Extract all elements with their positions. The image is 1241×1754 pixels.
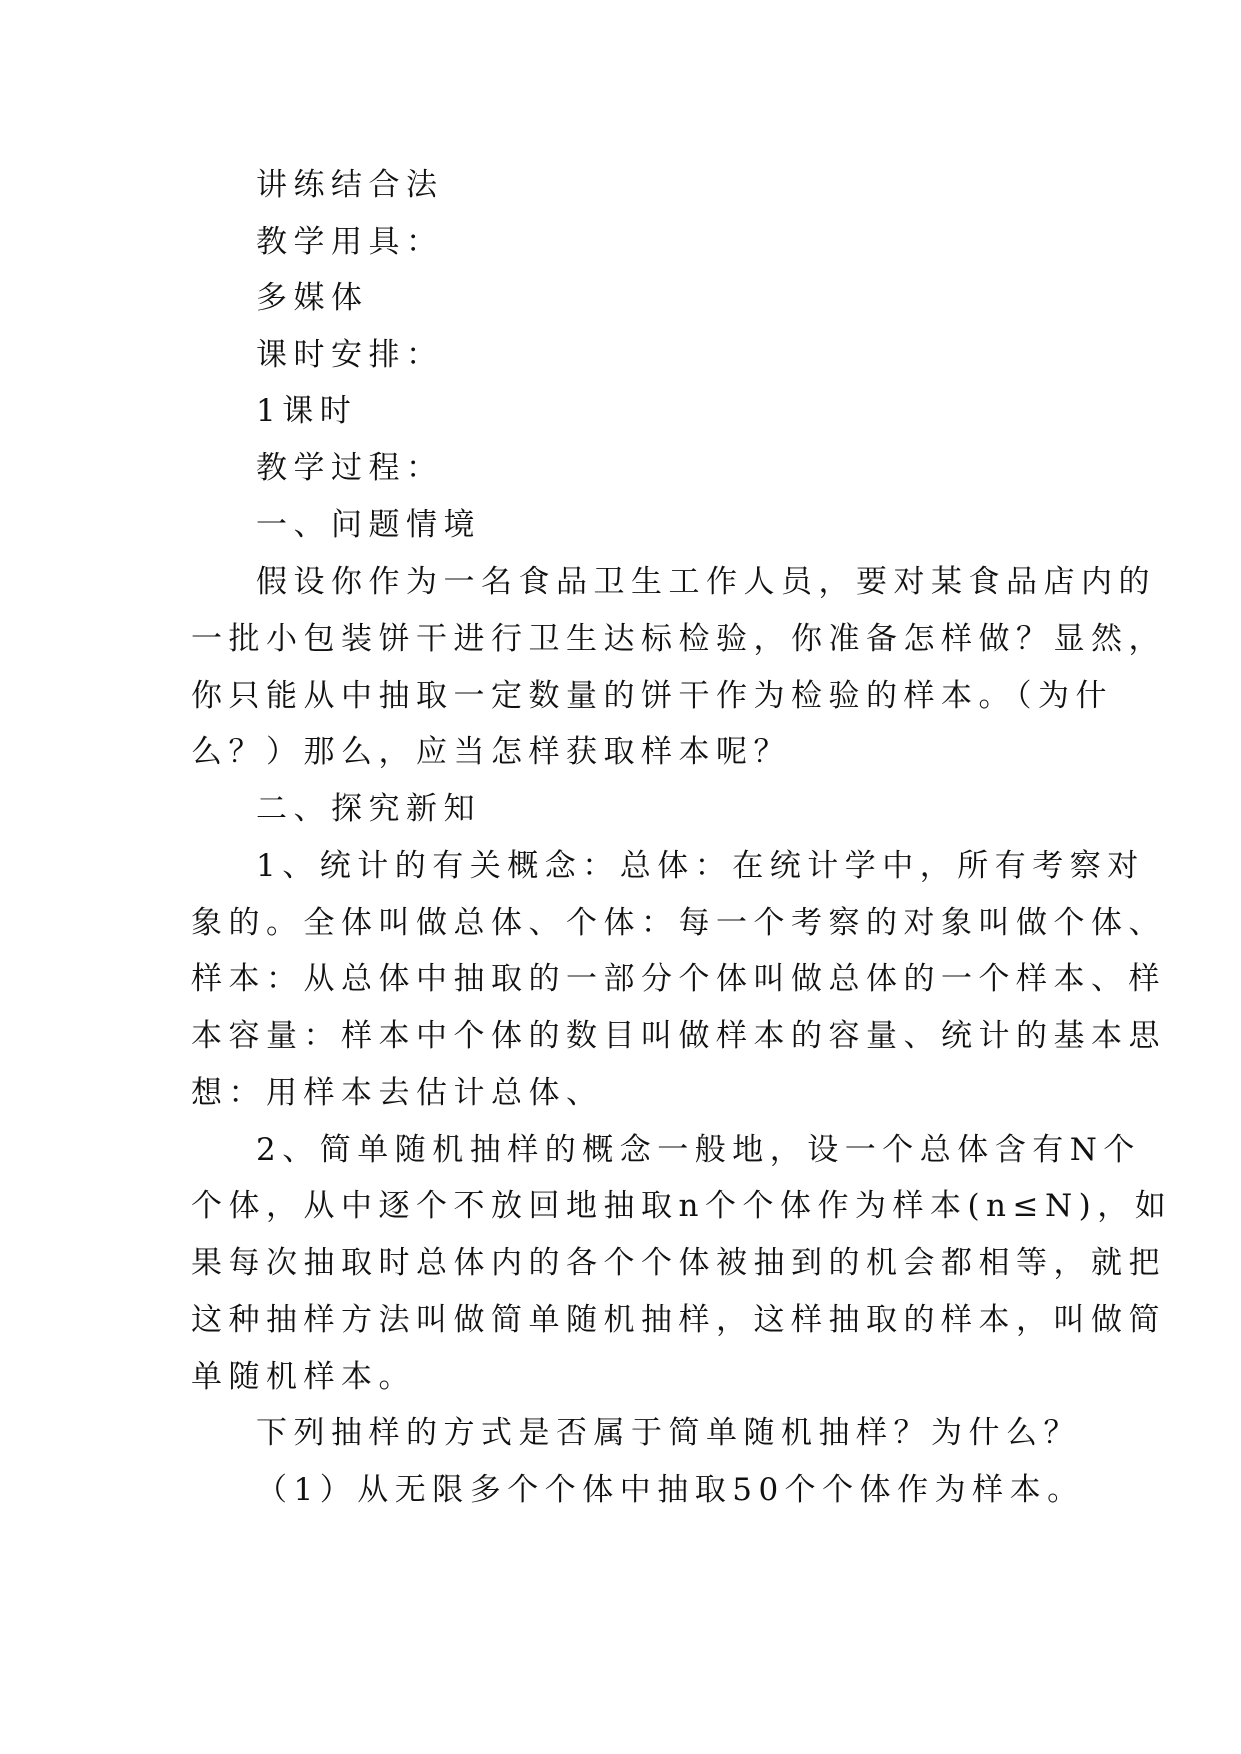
paragraph-line: 2、简单随机抽样的概念一般地，设一个总体含有N个: [256, 1132, 1141, 1168]
paragraph-line: 样本：从总体中抽取的一部分个体叫做总体的一个样本、样: [191, 961, 1166, 997]
paragraph-line: 象的。全体叫做总体、个体：每一个考察的对象叫做个体、: [191, 905, 1166, 941]
paragraph-line: 想：用样本去估计总体、: [191, 1075, 604, 1111]
paragraph-line: 这种抽样方法叫做简单随机抽样，这样抽取的样本，叫做简: [191, 1302, 1166, 1338]
section-heading-problem: 一、问题情境: [256, 507, 481, 543]
question-line: 下列抽样的方式是否属于简单随机抽样？为什么？: [256, 1415, 1081, 1451]
text-line-teaching-tools-label: 教学用具：: [256, 224, 444, 260]
paragraph-line: 本容量：样本中个体的数目叫做样本的容量、统计的基本思: [191, 1018, 1166, 1054]
paragraph-line: 个体，从中逐个不放回地抽取n个个体作为样本(n≤N)，如: [191, 1188, 1173, 1224]
paragraph-line: 一批小包装饼干进行卫生达标检验，你准备怎样做？显然，: [191, 621, 1166, 657]
text-line-process-label: 教学过程：: [256, 450, 444, 486]
paragraph-line: 么？）那么，应当怎样获取样本呢？: [191, 734, 791, 770]
text-line-teaching-method: 讲练结合法: [256, 167, 444, 203]
section-heading-explore: 二、探究新知: [256, 791, 481, 827]
paragraph-line: 果每次抽取时总体内的各个个体被抽到的机会都相等，就把: [191, 1245, 1166, 1281]
text-line-schedule-value: 1课时: [256, 393, 358, 429]
text-line-teaching-tools-value: 多媒体: [256, 280, 369, 316]
text-line-schedule-label: 课时安排：: [256, 337, 444, 373]
paragraph-line: 假设你作为一名食品卫生工作人员，要对某食品店内的: [256, 564, 1156, 600]
paragraph-line: 单随机样本。: [191, 1359, 416, 1395]
paragraph-line: 你只能从中抽取一定数量的饼干作为检验的样本。（为什: [191, 678, 1113, 714]
paragraph-line: 1、统计的有关概念：总体：在统计学中，所有考察对: [256, 848, 1145, 884]
question-item-1: （1）从无限多个个体中抽取50个个体作为样本。: [256, 1472, 1085, 1508]
